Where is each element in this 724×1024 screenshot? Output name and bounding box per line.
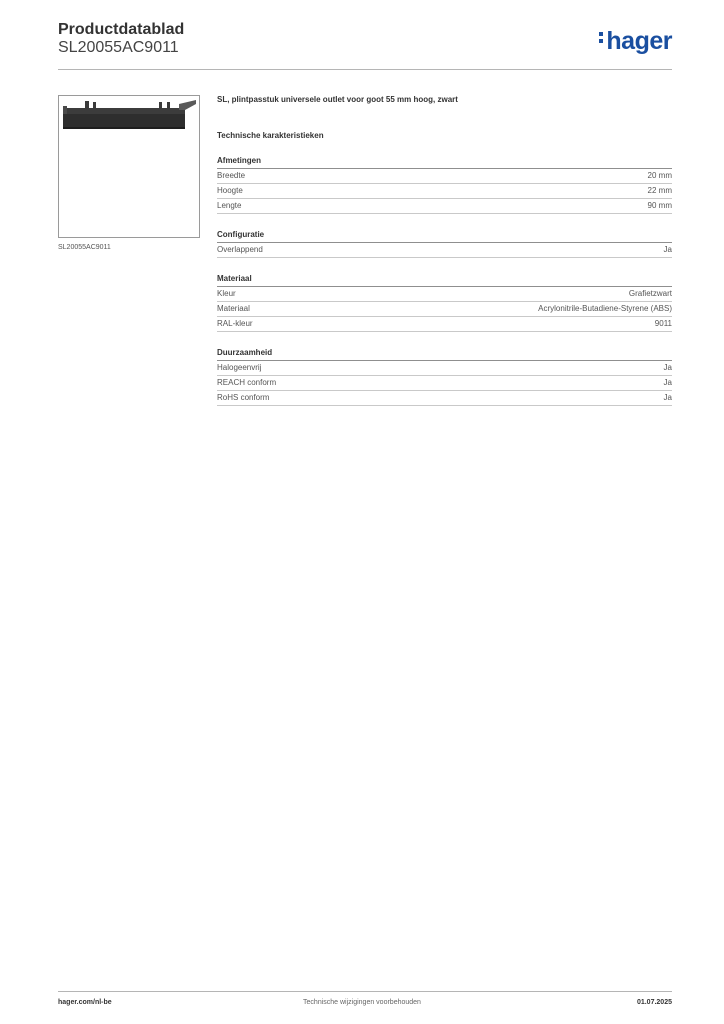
spec-row <box>217 302 672 317</box>
spec-value: Ja <box>663 378 672 387</box>
spec-label: RAL-kleur <box>217 319 253 328</box>
spec-label: Breedte <box>217 171 246 180</box>
section-duurzaamheid <box>217 348 672 406</box>
logo-dots-icon <box>599 29 604 46</box>
tech-title: Technische karakteristieken <box>217 131 324 140</box>
logo-text: hager <box>606 27 672 55</box>
spec-label: Overlappend <box>217 245 263 254</box>
footer-website-link[interactable]: hager.com/nl-be <box>58 999 112 1006</box>
section-title: Materiaal <box>217 274 672 287</box>
spec-value: 22 mm <box>647 186 672 195</box>
spec-label: RoHS conform <box>217 393 270 402</box>
section-afmetingen <box>217 156 672 214</box>
spec-row <box>217 361 672 376</box>
spec-value: 20 mm <box>647 171 672 180</box>
spec-value: Ja <box>663 245 672 254</box>
page-title: Productdatablad <box>58 21 185 38</box>
footer-date: 01.07.2025 <box>636 999 672 1006</box>
product-image <box>58 95 200 238</box>
spec-label: REACH conform <box>217 378 277 387</box>
spec-row <box>217 287 672 302</box>
spec-row <box>217 199 672 214</box>
spec-row <box>217 376 672 391</box>
spec-value: Acrylonitrile-Butadiene-Styrene (ABS) <box>538 304 672 313</box>
spec-column <box>217 95 672 406</box>
header-divider <box>58 69 672 70</box>
image-caption: SL20055AC9011 <box>58 244 111 251</box>
spec-row <box>217 317 672 332</box>
footer-divider <box>58 991 672 992</box>
footer-notice: Technische wijzigingen voorbehouden <box>303 999 421 1006</box>
spec-value: 90 mm <box>647 201 672 210</box>
product-code: SL20055AC9011 <box>58 39 179 56</box>
spec-value: Ja <box>663 363 672 372</box>
section-title: Configuratie <box>217 230 672 243</box>
spec-label: Materiaal <box>217 304 250 313</box>
spec-label: Lengte <box>217 201 242 210</box>
spec-value: Grafietzwart <box>628 289 672 298</box>
section-title: Afmetingen <box>217 156 672 169</box>
spec-value: Ja <box>663 393 672 402</box>
product-title: SL, plintpasstuk universele outlet voor goot 55 mm hoog, zwart <box>217 95 458 104</box>
hager-logo <box>599 27 672 56</box>
spec-row <box>217 184 672 199</box>
spec-row <box>217 391 672 406</box>
spec-label: Halogeenvrij <box>217 363 262 372</box>
spec-row <box>217 243 672 258</box>
section-configuratie <box>217 230 672 258</box>
section-materiaal <box>217 274 672 332</box>
spec-value: 9011 <box>654 319 672 328</box>
spec-label: Kleur <box>217 289 236 298</box>
spec-row <box>217 169 672 184</box>
spec-label: Hoogte <box>217 186 243 195</box>
product-photo <box>59 96 199 237</box>
section-title: Duurzaamheid <box>217 348 672 361</box>
